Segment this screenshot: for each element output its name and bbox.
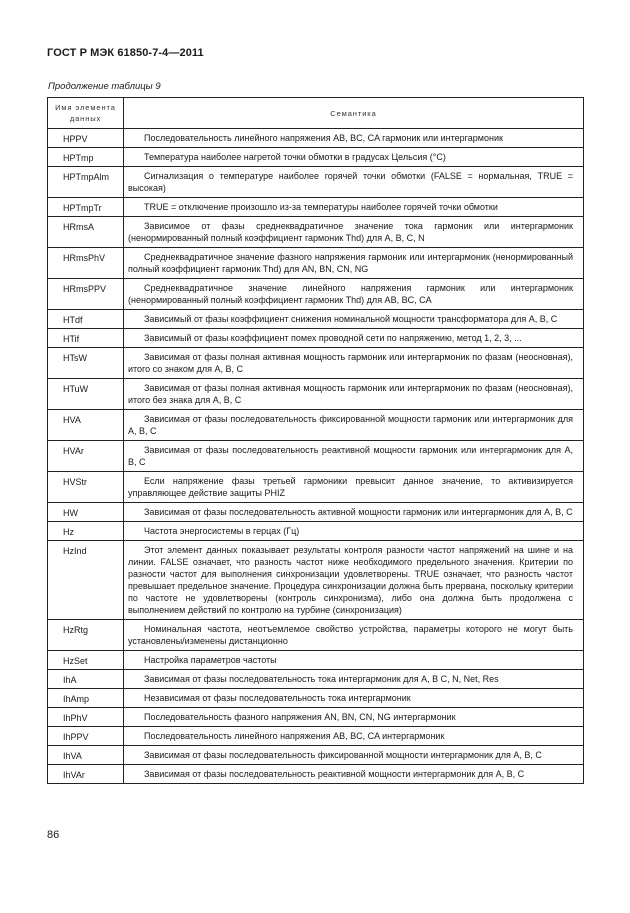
data-element-name: HTuW (48, 379, 124, 410)
document-header: ГОСТ Р МЭК 61850-7-4—2011 (47, 47, 204, 59)
data-element-semantics: Среднеквадратичное значение линейного напряжения гармоник или интергармоник (ненормированный полный коэффициент гармоник Thd) для AB, BC, CA (124, 279, 584, 310)
data-element-semantics: Если напряжение фазы третьей гармоники превысит данное значение, то активизируется управляющее действие защиты PHIZ (124, 472, 584, 503)
data-element-name: HPPV (48, 129, 124, 148)
data-element-semantics: Зависимая от фазы полная активная мощность гармоник или интергармоник по фазам (неосновная), итого без знака для A, B, C (124, 379, 584, 410)
table-caption: Продолжение таблицы 9 (48, 81, 161, 92)
data-element-name: HzRtg (48, 620, 124, 651)
table-row (48, 217, 584, 248)
table-row (48, 148, 584, 167)
table-row (48, 248, 584, 279)
table-row (48, 708, 584, 727)
table-row (48, 689, 584, 708)
data-element-semantics: Зависимый от фазы коэффициент помех проводной сети по напряжению, метод 1, 2, 3, ... (124, 329, 584, 348)
data-element-name: HVAr (48, 441, 124, 472)
data-element-name: HTif (48, 329, 124, 348)
table-row (48, 410, 584, 441)
data-element-name: IhVAr (48, 765, 124, 784)
data-table (47, 97, 584, 784)
table-row (48, 765, 584, 784)
data-element-name: HTdf (48, 310, 124, 329)
data-element-semantics: Среднеквадратичное значение фазного напряжения гармоник или интергармоник (ненормированный полный коэффициент гармоник Thd) для AN, BN, CN, NG (124, 248, 584, 279)
table-row (48, 310, 584, 329)
page-number: 86 (47, 829, 60, 841)
data-element-name: HW (48, 503, 124, 522)
table-row (48, 441, 584, 472)
data-element-semantics: Зависимая от фазы последовательность тока интергармоник для A, B C, N, Net, Res (124, 670, 584, 689)
data-element-semantics: Зависимая от фазы последовательность реактивной мощности гармоник или интергармоник для A, B, C (124, 441, 584, 472)
data-element-name: IhPhV (48, 708, 124, 727)
data-element-name: IhVA (48, 746, 124, 765)
data-element-name: HVStr (48, 472, 124, 503)
data-element-semantics: Температура наиболее нагретой точки обмотки в градусах Цельсия (°C) (124, 148, 584, 167)
data-element-semantics: Частота энергосистемы в герцах (Гц) (124, 522, 584, 541)
data-element-semantics: Номинальная частота, неотъемлемое свойство устройства, параметры которого не могут быть установлены/изменены дистанционно (124, 620, 584, 651)
data-element-name: HRmsA (48, 217, 124, 248)
column-header-semantics: Семантика (124, 98, 584, 129)
data-element-name: HVA (48, 410, 124, 441)
table-row (48, 167, 584, 198)
table-row (48, 522, 584, 541)
table-row (48, 651, 584, 670)
table-row (48, 503, 584, 522)
column-header-name: Имя элемента данных (48, 98, 124, 129)
table-body (48, 129, 584, 784)
data-element-name: HPTmp (48, 148, 124, 167)
data-element-name: IhAmp (48, 689, 124, 708)
table-row (48, 620, 584, 651)
data-element-semantics: Независимая от фазы последовательность тока интергармоник (124, 689, 584, 708)
data-element-semantics: Зависимая от фазы последовательность активной мощности гармоник или интергармоник для A, B, C (124, 503, 584, 522)
data-element-semantics: Настройка параметров частоты (124, 651, 584, 670)
data-element-semantics: Зависимый от фазы коэффициент снижения номинальной мощности трансформатора для A, B, C (124, 310, 584, 329)
data-element-semantics: Последовательность линейного напряжения AB, BC, CA интергармоник (124, 727, 584, 746)
table-header-row (48, 98, 584, 129)
data-element-name: Hz (48, 522, 124, 541)
data-element-semantics: Этот элемент данных показывает результаты контроля разности частот напряжений на шине и на линии. FALSE означает, что разность частот ниже необходимого предельного значения. Критерии по разности частот для выполнения синхронизации удовлетворены. TRUE означает, что разность частот превышает предельное значение. Процедура синхронизации должна быть прервана, поскольку критерии по частоте не удовлетворены (контроль синхронизма), либо она должна быть продолжена с выполнением действий по контролю на турбине (синхронизация) (124, 541, 584, 620)
table-row (48, 348, 584, 379)
data-element-name: HzSet (48, 651, 124, 670)
table-row (48, 129, 584, 148)
table-row (48, 670, 584, 689)
table-row (48, 329, 584, 348)
data-element-name: HRmsPPV (48, 279, 124, 310)
table-row (48, 279, 584, 310)
table-row (48, 198, 584, 217)
data-element-name: IhA (48, 670, 124, 689)
data-element-name: HzInd (48, 541, 124, 620)
data-element-semantics: Зависимая от фазы последовательность фиксированной мощности гармоник или интергармоник для A, B, C (124, 410, 584, 441)
data-element-name: IhPPV (48, 727, 124, 746)
data-element-semantics: TRUE = отключение произошло из-за температуры наиболее горячей точки обмотки (124, 198, 584, 217)
data-element-semantics: Зависимая от фазы последовательность реактивной мощности интергармоник для A, B, C (124, 765, 584, 784)
data-element-semantics: Последовательность линейного напряжения AB, BC, CA гармоник или интергармоник (124, 129, 584, 148)
data-element-semantics: Последовательность фазного напряжения AN, BN, CN, NG интергармоник (124, 708, 584, 727)
data-element-name: HTsW (48, 348, 124, 379)
data-element-semantics: Сигнализация о температуре наиболее горячей точки обмотки (FALSE = нормальная, TRUE = высокая) (124, 167, 584, 198)
table-row (48, 541, 584, 620)
data-element-name: HPTmpAlm (48, 167, 124, 198)
table-row (48, 379, 584, 410)
table-row (48, 472, 584, 503)
data-element-semantics: Зависимая от фазы последовательность фиксированной мощности интергармоник для A, B, C (124, 746, 584, 765)
data-element-semantics: Зависимая от фазы полная активная мощность гармоник или интергармоник по фазам (неосновная), итого со знаком для A, B, C (124, 348, 584, 379)
data-element-name: HRmsPhV (48, 248, 124, 279)
data-element-name: HPTmpTr (48, 198, 124, 217)
table-row (48, 746, 584, 765)
data-element-semantics: Зависимое от фазы среднеквадратичное значение тока гармоник или интергармоник (ненормированный полный коэффициент гармоник Thd) для A, B, C, N (124, 217, 584, 248)
table-row (48, 727, 584, 746)
